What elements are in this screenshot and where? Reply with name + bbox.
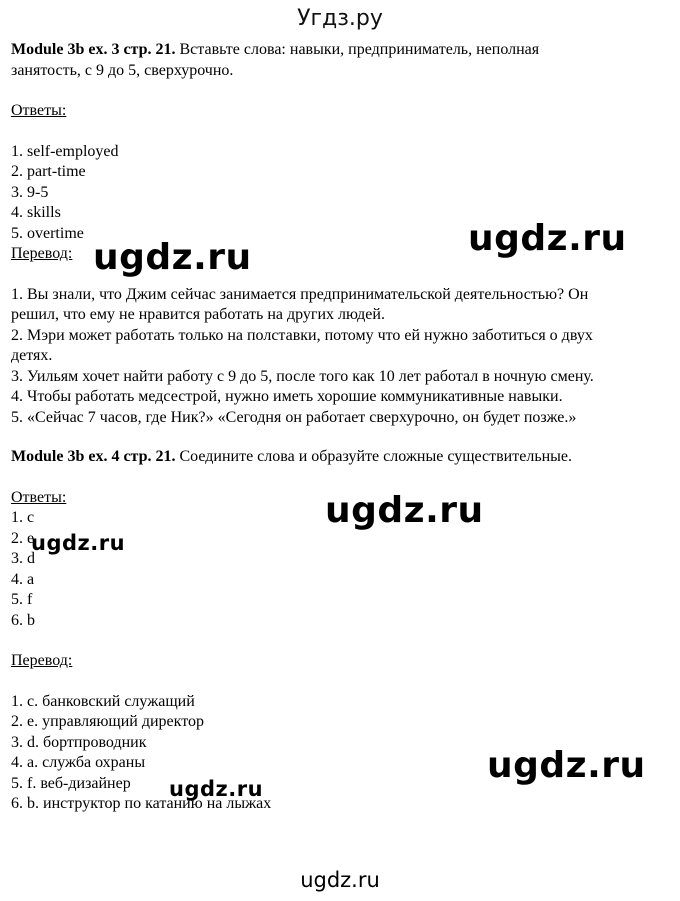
- watermark: ugdz.ru: [487, 745, 646, 786]
- ex4-translation-2: 2. e. управляющий директор: [11, 713, 204, 730]
- watermark: ugdz.ru: [93, 237, 252, 278]
- ex3-heading-line2: занятость, с 9 до 5, сверхурочно.: [11, 61, 234, 79]
- ex3-heading: [11, 40, 673, 61]
- ex3-translation-5: 5. «Сейчас 7 часов, где Ник?» «Сегодня он работает сверхурочно, он будет позже.»: [11, 408, 577, 426]
- watermark: ugdz.ru: [468, 218, 627, 259]
- ex3-translation-2b: детях.: [11, 347, 53, 364]
- ex3-answer-2: 2. part-time: [11, 163, 86, 180]
- watermark: ugdz.ru: [31, 531, 126, 555]
- ex3-answer-3: 3. 9-5: [11, 183, 49, 201]
- ex4-translation-5: 5. f. веб-дизайнер: [11, 774, 131, 792]
- ex4-answer-6: 6. b: [11, 611, 35, 629]
- ex3-translation-label: Перевод:: [11, 245, 73, 262]
- ex4-answer-1: 1. c: [11, 509, 35, 526]
- ex3-translation-1: 1. Вы знали, что Джим сейчас занимается предпринимательской деятельностью? Он: [11, 285, 589, 303]
- ex4-translation-6: 6. b. инструктор по катанию на лыжах: [11, 795, 272, 812]
- ex4-heading-text: Соедините слова и образуйте сложные существительные.: [175, 448, 573, 465]
- ex4-answer-3: 3. d: [11, 550, 35, 567]
- ex3-translation-3: 3. Уильям хочет найти работу с 9 до 5, после того как 10 лет работал в ночную смену.: [11, 367, 594, 385]
- footer-site: ugdz.ru: [300, 868, 380, 892]
- ex4-translation-label: Перевод:: [11, 652, 73, 669]
- ex4-translation-1: 1. c. банковский служащий: [11, 692, 195, 710]
- ex4-heading: [11, 447, 673, 468]
- ex4-heading-bold: Module 3b ex. 4 стр. 21.: [11, 448, 176, 465]
- ex4-answer-5: 5. f: [11, 591, 33, 608]
- ex4-answer-2: 2. e: [11, 529, 35, 547]
- watermark: ugdz.ru: [169, 777, 264, 801]
- ex3-translation-1b: решил, что ему не нравится работать на других людей.: [11, 306, 385, 323]
- ex4-translation-4: 4. a. служба охраны: [11, 754, 146, 771]
- ex3-translation-4: 4. Чтобы работать медсестрой, нужно иметь хорошие коммуникативные навыки.: [11, 388, 563, 405]
- watermark: ugdz.ru: [325, 490, 484, 531]
- ex4-translation-3: 3. d. бортпроводник: [11, 733, 147, 751]
- document-content: [11, 40, 673, 815]
- ex3-heading-text: Вставьте слова: навыки, предприниматель, неполная: [175, 41, 540, 58]
- ex4-answer-4: 4. a: [11, 570, 35, 588]
- ex3-answer-4: 4. skills: [11, 204, 61, 221]
- ex3-answer-5: 5. overtime: [11, 224, 84, 242]
- ex3-heading-bold: Module 3b ex. 3 стр. 21.: [11, 41, 176, 58]
- site-title: Угдз.ру: [297, 6, 383, 31]
- ex3-answers-label: Ответы:: [11, 102, 67, 119]
- ex3-answer-1: 1. self-employed: [11, 142, 119, 160]
- ex4-answers-label: Ответы:: [11, 488, 67, 506]
- ex3-translation-2: 2. Мэри может работать только на полставки, потому что ей нужно заботиться о двух: [11, 326, 593, 344]
